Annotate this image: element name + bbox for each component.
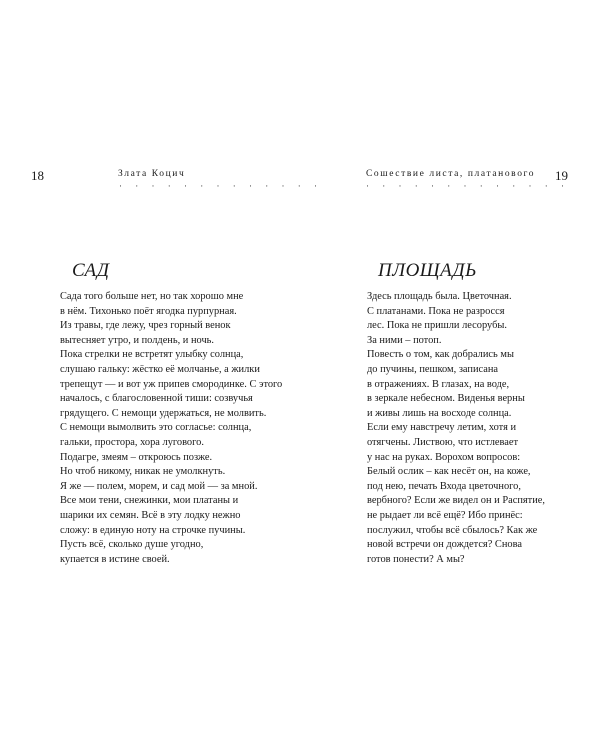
- poem-body-right: [367, 290, 545, 567]
- poem-line: Все мои тени, снежинки, мои платаны и: [60, 495, 239, 507]
- poem-line: сложу: в единую ноту на строчке пучины.: [60, 524, 246, 536]
- dotted-rule-right: · · · · · · · · · · · · ·: [366, 181, 570, 191]
- dotted-rule-left: · · · · · · · · · · · · ·: [119, 181, 323, 191]
- poem-line: Сада того больше нет, но так хорошо мне: [60, 291, 244, 302]
- poem-line: Подагре, змеям – откроюсь позже.: [60, 451, 213, 463]
- poem-line: в зеркале небесном. Виденья верны: [367, 393, 525, 405]
- poem-line: За ними – потоп.: [367, 334, 442, 346]
- poem-line: вытесняет утро, и полдень, и ночь.: [60, 334, 215, 346]
- poem-line: до пучины, пешком, записана: [367, 363, 499, 375]
- poem-line: послужил, чтобы всё сбылось? Как же: [367, 524, 538, 536]
- poem-line: трепещут — и вот уж припев смородинке. С этого: [60, 378, 283, 390]
- poem-line: С немощи вымолвить это согласье: солнца,: [60, 422, 252, 434]
- poem-line: Пока стрелки не встретят улыбку солнца,: [60, 349, 244, 361]
- poem-line: началось, с благословенной тиши: созвучья: [60, 393, 253, 405]
- poem-line: у нас на руках. Ворохом вопросов:: [367, 451, 521, 463]
- poem-line: Пусть всё, сколько душе угодно,: [60, 539, 204, 551]
- running-head-author: Злата Коцич: [118, 169, 186, 179]
- poem-line: слушаю гальку: жёстко её молчанье, а жилки: [60, 363, 260, 375]
- poem-line: под нею, печать Входа цветочного,: [367, 480, 521, 492]
- poem-line: Из травы, где лежу, чрез горный венок: [60, 320, 231, 332]
- page-number-right: 19: [555, 168, 568, 183]
- poem-line: Я же — полем, морем, и сад мой — за мной.: [60, 480, 258, 492]
- poem-line: Белый ослик – как несёт он, на коже,: [367, 466, 531, 478]
- poem-line: Но чтоб никому, никак не умолкнуть.: [60, 466, 226, 478]
- poem-line: отягчены. Листвою, что истлевает: [367, 436, 519, 448]
- poem-line: не рыдает ли всё ещё? Ибо принёс:: [367, 509, 523, 521]
- poem-line: вербного? Если же видел он и Распятие,: [367, 495, 545, 507]
- poem-line: лес. Пока не пришли лесорубы.: [367, 320, 507, 332]
- poem-line: новой встречи он дождется? Снова: [367, 539, 522, 551]
- poem-line: в нём. Тихонько поёт ягодка пурпурная.: [60, 305, 237, 317]
- poem-line: готов понести? А мы?: [367, 553, 465, 565]
- poem-line: С платанами. Пока не разросся: [367, 305, 505, 317]
- poem-title-left: САД: [72, 260, 110, 281]
- poem-body-left: [60, 290, 282, 567]
- poem-line: Повесть о том, как добрались мы: [367, 349, 514, 361]
- poem-line: шарики их семян. Всё в эту лодку нежно: [60, 509, 241, 521]
- poem-line: Если ему навстречу летим, хотя и: [367, 422, 517, 434]
- poem-line: гальки, простора, хора лугового.: [60, 436, 204, 448]
- page-number-left: 18: [31, 168, 44, 183]
- poem-line: в отражениях. В глазах, на воде,: [367, 378, 510, 390]
- poem-line: купается в истине своей.: [60, 553, 170, 565]
- running-head-book-title: Сошествие листа, платанового: [366, 169, 536, 179]
- poem-line: Здесь площадь была. Цветочная.: [367, 291, 512, 302]
- poem-line: и живы лишь на восходе солнца.: [367, 407, 512, 419]
- poem-title-right: ПЛОЩАДЬ: [378, 260, 477, 281]
- poem-line: грядущего. С немощи удержаться, не молвить.: [60, 407, 267, 419]
